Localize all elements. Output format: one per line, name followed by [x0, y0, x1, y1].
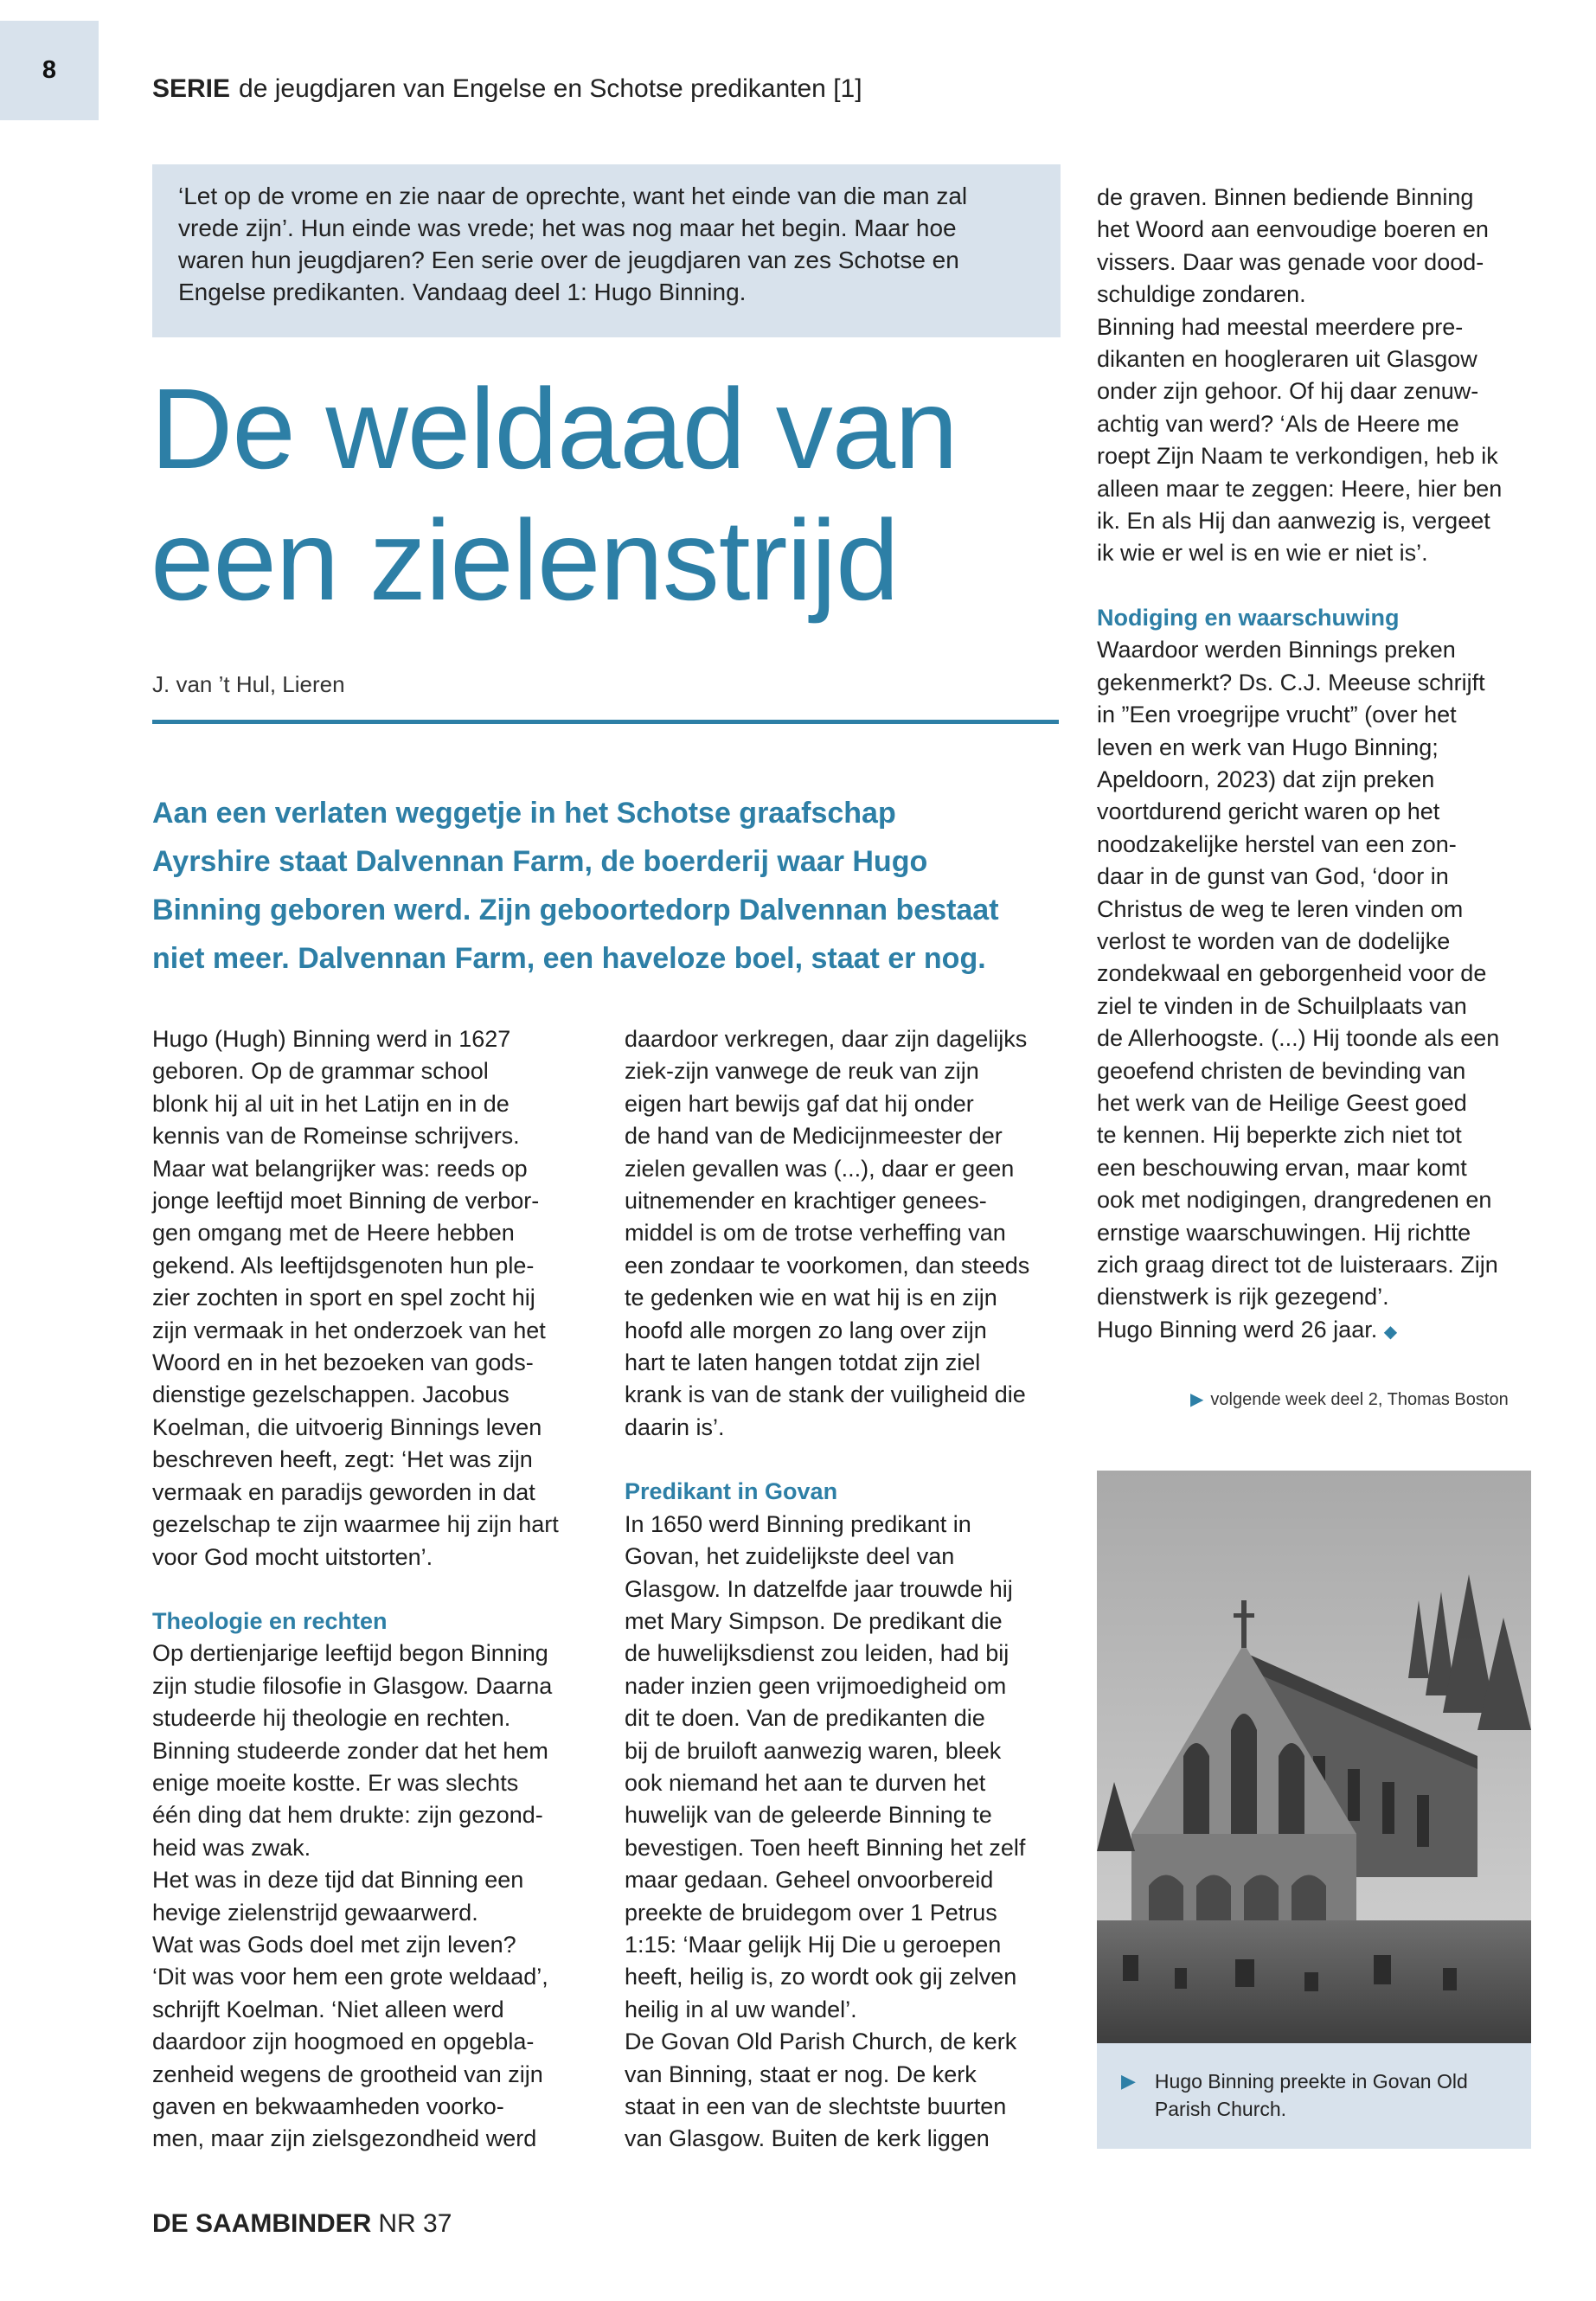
- text-line: zenheid wegens de grootheid van zijn: [152, 2061, 543, 2087]
- closing-line: Hugo Binning werd 26 jaar.: [1097, 1316, 1378, 1343]
- text-line: een beschouwing ervan, maar komt: [1097, 1154, 1467, 1181]
- series-label: SERIE: [152, 74, 231, 103]
- subheading: Predikant in Govan: [625, 1478, 838, 1505]
- text-line: ook niemand het aan te durven het: [625, 1769, 986, 1796]
- paragraph: [152, 1023, 602, 1574]
- page-number: 8: [0, 21, 99, 120]
- text-line: eigen hart bewijs gaf dat hij onder: [625, 1090, 974, 1117]
- text-line: nader inzien geen vrijmoedigheid om: [625, 1672, 1007, 1699]
- lead-line: Binning geboren werd. Zijn geboortedorp Dalvennan bestaat: [152, 894, 999, 926]
- text-line: heilig in al uw wandel’.: [625, 1996, 857, 2022]
- text-line: zondekwaal en geborgenheid voor de: [1097, 960, 1487, 987]
- subheading: Nodiging en waarschuwing: [1097, 604, 1400, 631]
- text-line: dit te doen. Van de predikanten die: [625, 1705, 985, 1732]
- text-line: de huwelijksdienst zou leiden, had bij: [625, 1640, 1010, 1667]
- text-line: Woord en in het bezoeken van gods-: [152, 1349, 534, 1376]
- body-column-1: [152, 1023, 602, 2156]
- paragraph: [152, 1638, 602, 2156]
- caption-line: Hugo Binning preekte in Govan Old: [1154, 2070, 1468, 2093]
- text-line: huwelijk van de geleerde Binning te: [625, 1802, 992, 1829]
- text-line: staat in een van de slechtste buurten: [625, 2093, 1007, 2119]
- text-line: maar gedaan. Geheel onvoorbereid: [625, 1867, 994, 1894]
- text-line: te gedenken wie en wat hij is en zijn: [625, 1285, 997, 1311]
- text-line: zijn vermaak in het onderzoek van het: [152, 1317, 546, 1343]
- lead-paragraph: [152, 789, 1061, 983]
- text-line: Het was in deze tijd dat Binning een: [152, 1867, 524, 1894]
- next-week-note: [1190, 1388, 1509, 1410]
- text-line: dienstwerk is rijk gezegend’.: [1097, 1284, 1389, 1311]
- caption-line: Parish Church.: [1154, 2098, 1287, 2120]
- text-line: In 1650 werd Binning predikant in: [625, 1510, 971, 1537]
- paragraph: [1097, 634, 1547, 1349]
- text-line: gekenmerkt? Ds. C.J. Meeuse schrijft: [1097, 669, 1485, 695]
- lead-line: niet meer. Dalvennan Farm, een haveloze boel, staat er nog.: [152, 942, 986, 975]
- text-line: roept Zijn Naam te verkondigen, heb ik: [1097, 443, 1498, 470]
- text-line: bij de bruiloft aanwezig waren, bleek: [625, 1737, 1002, 1764]
- text-line: De Govan Old Parish Church, de kerk: [625, 2029, 1017, 2055]
- text-line: Maar wat belangrijker was: reeds op: [152, 1155, 528, 1182]
- text-line: ook met nodigingen, drangredenen en: [1097, 1187, 1492, 1214]
- text-line: het Woord aan eenvoudige boeren en: [1097, 216, 1489, 243]
- text-line: van Glasgow. Buiten de kerk liggen: [625, 2125, 990, 2152]
- text-line: 1:15: ‘Maar gelijk Hij Die u geroepen: [625, 1931, 1002, 1958]
- text-line: uitnemender en krachtiger genees-: [625, 1188, 987, 1215]
- text-line: het werk van de Heilige Geest goed: [1097, 1089, 1467, 1116]
- title-line: De weldaad van: [151, 365, 958, 492]
- triangle-right-icon: ▶: [1121, 2070, 1136, 2092]
- text-line: schrijft Koelman. ‘Niet alleen werd: [152, 1996, 504, 2022]
- text-line: de Allerhoogste. (...) Hij toonde als een: [1097, 1025, 1500, 1052]
- triangle-right-icon: ▶: [1190, 1390, 1204, 1409]
- body-column-2: [625, 1023, 1074, 2156]
- text-line: kennis van de Romeinse schrijvers.: [152, 1123, 520, 1150]
- text-line: studeerde hij theologie en rechten.: [152, 1705, 511, 1732]
- text-line: hoofd alle morgen zo lang over zijn: [625, 1317, 987, 1343]
- text-line: zijn studie filosofie in Glasgow. Daarna: [152, 1672, 553, 1699]
- text-line: de graven. Binnen bediende Binning: [1097, 184, 1474, 210]
- author-byline: J. van ’t Hul, Lieren: [152, 671, 345, 697]
- text-line: zich graag direct tot de luisteraars. Zijn: [1097, 1252, 1498, 1278]
- footer: [152, 2209, 452, 2239]
- text-line: vermaak en paradijs geworden in dat: [152, 1478, 535, 1505]
- text-line: middel is om de trotse verheffing van: [625, 1220, 1006, 1247]
- title-line: een zielenstrijd: [151, 497, 899, 624]
- next-week-text: volgende week deel 2, Thomas Boston: [1210, 1390, 1509, 1409]
- text-line: gezelschap te zijn waarmee hij zijn hart: [152, 1511, 559, 1538]
- intro-box: [152, 164, 1061, 337]
- text-line: ik wie er wel is en wie er niet is’.: [1097, 540, 1428, 567]
- text-line: een zondaar te voorkomen, dan steeds: [625, 1252, 1030, 1279]
- body-column-3: [1097, 182, 1547, 1349]
- text-line: achtig van werd? ‘Als de Heere me: [1097, 410, 1459, 437]
- text-line: van Binning, staat er nog. De kerk: [625, 2061, 977, 2087]
- issue-number: NR 37: [378, 2209, 452, 2238]
- text-line: Govan, het zuidelijkste deel van: [625, 1543, 955, 1570]
- text-line: beschreven heeft, zegt: ‘Het was zijn: [152, 1446, 533, 1473]
- paragraph: [625, 1509, 1074, 2156]
- text-line: bevestigen. Toen heeft Binning het zelf: [625, 1834, 1026, 1861]
- text-line: Binning studeerde zonder dat het hem: [152, 1737, 548, 1764]
- text-line: blonk hij al uit in het Latijn en in de: [152, 1090, 510, 1117]
- text-line: men, maar zijn zielsgezondheid werd: [152, 2125, 537, 2152]
- text-line: jonge leeftijd moet Binning de verbor-: [152, 1188, 540, 1215]
- text-line: onder zijn gehoor. Of hij daar zenuw-: [1097, 378, 1479, 405]
- text-line: te kennen. Hij beperkte zich niet tot: [1097, 1122, 1462, 1149]
- intro-line: vrede zijn’. Hun einde was vrede; het was nog maar het begin. Maar hoe: [178, 215, 957, 241]
- magazine-name: DE SAAMBINDER: [152, 2209, 372, 2238]
- text-line: zier zochten in sport en spel zocht hij: [152, 1285, 535, 1311]
- text-line: dikanten en hoogleraren uit Glasgow: [1097, 346, 1477, 373]
- text-line: dienstige gezelschappen. Jacobus: [152, 1381, 510, 1408]
- text-line: heeft, heilig is, zo wordt ook gij zelven: [625, 1964, 1017, 1990]
- lead-line: Aan een verlaten weggetje in het Schotse graafschap: [152, 797, 896, 830]
- text-line: Glasgow. In datzelfde jaar trouwde hij: [625, 1575, 1013, 1602]
- text-line: [1097, 1314, 1547, 1349]
- text-line: Hugo (Hugh) Binning werd in 1627: [152, 1026, 511, 1052]
- paragraph: [625, 1023, 1074, 1444]
- text-line: daarin is’.: [625, 1413, 725, 1440]
- article-title: [151, 363, 1067, 626]
- intro-line: Engelse predikanten. Vandaag deel 1: Hugo Binning.: [178, 279, 747, 305]
- text-line: schuldige zondaren.: [1097, 281, 1306, 308]
- text-line: gekend. Als leeftijdsgenoten hun ple-: [152, 1252, 535, 1279]
- text-line: de hand van de Medicijnmeester der: [625, 1123, 1003, 1150]
- text-line: Waardoor werden Binnings preken: [1097, 637, 1456, 663]
- text-line: zielen gevallen was (...), daar er geen: [625, 1155, 1015, 1182]
- text-line: vissers. Daar was genade voor dood-: [1097, 248, 1484, 275]
- text-line: voor God mocht uitstorten’.: [152, 1543, 433, 1570]
- text-line: Op dertienjarige leeftijd begon Binning: [152, 1640, 548, 1667]
- text-line: hart te laten hangen totdat zijn ziel: [625, 1349, 981, 1376]
- text-line: met Mary Simpson. De predikant die: [625, 1607, 1003, 1634]
- text-line: heid was zwak.: [152, 1834, 311, 1861]
- text-line: in ”Een vroegrijpe vrucht” (over het: [1097, 702, 1457, 728]
- text-line: daar in de gunst van God, ‘door in: [1097, 863, 1449, 890]
- series-header: [152, 74, 862, 104]
- text-line: Binning had meestal meerdere pre-: [1097, 313, 1464, 340]
- text-line: noodzakelijke herstel van een zon-: [1097, 830, 1457, 857]
- end-diamond-icon: ◆: [1383, 1322, 1398, 1342]
- text-line: ernstige waarschuwingen. Hij richtte: [1097, 1219, 1471, 1246]
- text-line: gaven en bekwaamheden voorko-: [152, 2093, 504, 2119]
- text-line: verlost te worden van de dodelijke: [1097, 927, 1451, 954]
- text-line: alleen maar te zeggen: Heere, hier ben: [1097, 475, 1503, 502]
- text-line: geoefend christen de bevinding van: [1097, 1057, 1466, 1084]
- subheading: Theologie en rechten: [152, 1607, 388, 1634]
- intro-line: waren hun jeugdjaren? Een serie over de jeugdjaren van zes Schotse en: [178, 247, 959, 273]
- text-line: krank is van de stank der vuiligheid die: [625, 1381, 1026, 1408]
- text-line: ‘Dit was voor hem een grote weldaad’,: [152, 1964, 548, 1990]
- text-line: leven en werk van Hugo Binning;: [1097, 734, 1439, 760]
- text-line: enige moeite kostte. Er was slechts: [152, 1769, 519, 1796]
- text-line: hevige zielenstrijd gewaarwerd.: [152, 1899, 478, 1926]
- text-line: daardoor zijn hoogmoed en opgebla-: [152, 2029, 535, 2055]
- text-line: Christus de weg te leren vinden om: [1097, 895, 1464, 922]
- title-divider: [152, 720, 1059, 724]
- lead-line: Ayrshire staat Dalvennan Farm, de boerderij waar Hugo: [152, 845, 928, 878]
- series-title: de jeugdjaren van Engelse en Schotse predikanten [1]: [239, 74, 862, 103]
- intro-line: ‘Let op de vrome en zie naar de oprechte, want het einde van die man zal: [178, 183, 968, 209]
- text-line: Apeldoorn, 2023) dat zijn preken: [1097, 766, 1435, 792]
- text-line: ziel te vinden in de Schuilplaats van: [1097, 992, 1467, 1019]
- photo-caption: [1097, 2043, 1531, 2149]
- text-line: Wat was Gods doel met zijn leven?: [152, 1931, 516, 1958]
- text-line: preekte de bruidegom over 1 Petrus: [625, 1899, 997, 1926]
- text-line: geboren. Op de grammar school: [152, 1058, 489, 1085]
- church-photo: [1097, 1471, 1531, 2043]
- text-line: gen omgang met de Heere hebben: [152, 1220, 515, 1247]
- paragraph: [1097, 182, 1547, 570]
- text-line: daardoor verkregen, daar zijn dagelijks: [625, 1026, 1028, 1052]
- text-line: één ding dat hem drukte: zijn gezond-: [152, 1802, 543, 1829]
- text-line: voortdurend gericht waren op het: [1097, 798, 1440, 825]
- text-line: ziek-zijn vanwege de reuk van zijn: [625, 1058, 979, 1085]
- church-image: [1097, 1471, 1531, 2043]
- text-line: Koelman, die uitvoerig Binnings leven: [152, 1413, 542, 1440]
- text-line: ik. En als Hij dan aanwezig is, vergeet: [1097, 508, 1490, 535]
